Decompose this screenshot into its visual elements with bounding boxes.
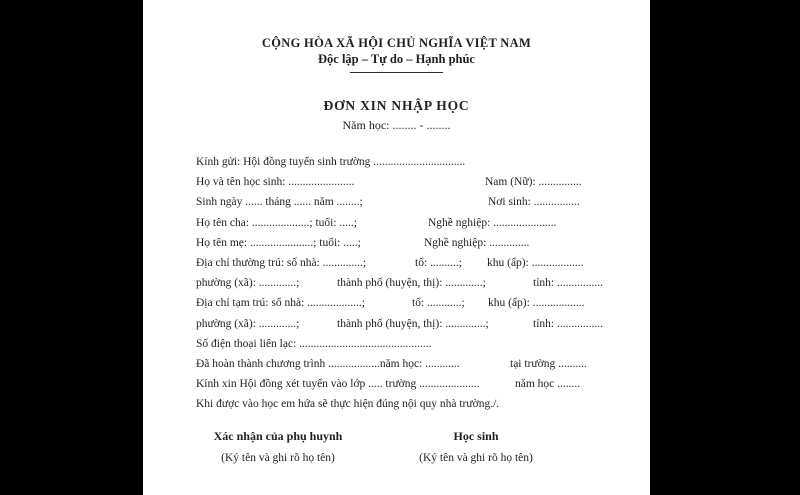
form-field: tỉnh: ................ xyxy=(533,277,603,290)
form-field: phường (xã): .............; xyxy=(196,277,300,290)
form-line-apply-class xyxy=(196,375,635,395)
form-field: Nam (Nữ): ............... xyxy=(485,176,582,189)
form-field: Kính gửi: Hội đồng tuyển sinh trường ................................ xyxy=(196,156,466,168)
signature-student xyxy=(376,429,576,464)
form-field: Họ tên mẹ: ......................; tuổi: .....; xyxy=(196,236,361,249)
form-field: Kính xin Hội đồng xét tuyển vào lớp ..... trường ..................... xyxy=(196,378,480,391)
form-line-temporary-address xyxy=(196,294,635,314)
form-line-mother xyxy=(196,234,635,254)
signature-student-title: Học sinh xyxy=(453,429,499,443)
signature-parent xyxy=(163,429,393,464)
form-field: phường (xã): .............; xyxy=(196,317,300,330)
form-field: thành phố (huyện, thị): ..............; xyxy=(337,317,489,330)
form-field: tổ: ..........; xyxy=(415,256,462,269)
form-line-phone xyxy=(196,335,635,355)
form-line-permanent-address-2 xyxy=(196,274,635,294)
form-line-promise xyxy=(196,395,635,415)
form-field: Số điện thoại liên lạc: .............................................. xyxy=(196,337,432,350)
form-field: Địa chỉ thường trú: số nhà: ..............; xyxy=(196,256,367,269)
document-page xyxy=(143,0,650,495)
national-title: CỘNG HÒA XÃ HỘI CHỦ NGHĨA VIỆT NAM xyxy=(261,36,532,50)
national-motto: Độc lập – Tự do – Hạnh phúc xyxy=(318,52,475,66)
form-line-completed-program xyxy=(196,355,635,375)
form-body xyxy=(196,153,635,415)
document-header xyxy=(143,36,650,73)
form-field: Nghề nghiệp: .............. xyxy=(424,236,530,249)
form-field: tỉnh: ................ xyxy=(533,317,603,330)
form-field: tổ: ............; xyxy=(412,297,465,310)
form-line-permanent-address xyxy=(196,254,635,274)
form-field: Họ và tên học sinh: ....................... xyxy=(196,176,355,189)
form-line-birthdate xyxy=(196,193,635,213)
header-divider xyxy=(350,72,443,73)
form-field: Khi được vào học em hứa sẽ thực hiện đúng nội quy nhà trường./. xyxy=(196,398,500,411)
form-field: Nơi sinh: ................ xyxy=(488,196,580,209)
form-line-temporary-address-2 xyxy=(196,315,635,335)
signature-parent-note: (Ký tên và ghi rõ họ tên) xyxy=(221,452,335,464)
form-field: thành phố (huyện, thị): .............; xyxy=(337,277,486,290)
form-field: năm học ........ xyxy=(515,378,581,391)
form-line-student-name xyxy=(196,173,635,193)
form-line-recipient xyxy=(196,153,635,173)
form-field: Sinh ngày ...... tháng ...... năm ........; xyxy=(196,196,363,209)
form-field: khu (ấp): .................. xyxy=(487,256,584,269)
form-field: Họ tên cha: ....................; tuổi: .....; xyxy=(196,216,357,229)
signature-parent-title: Xác nhận của phụ huynh xyxy=(213,429,343,443)
form-line-father xyxy=(196,214,635,234)
form-field: Địa chỉ tạm trú: số nhà: ...................; xyxy=(196,297,365,310)
form-field: khu (ấp): .................. xyxy=(488,297,585,310)
form-field: tại trường .......... xyxy=(510,357,587,370)
form-title: ĐƠN XIN NHẬP HỌC xyxy=(323,98,470,113)
form-field: Đã hoàn thành chương trình ..................năm học: ............ xyxy=(196,357,460,370)
signature-student-note: (Ký tên và ghi rõ họ tên) xyxy=(419,452,533,464)
school-year-line: Năm học: ........ - ........ xyxy=(342,118,451,132)
form-field: Nghề nghiệp: ...................... xyxy=(428,216,557,229)
